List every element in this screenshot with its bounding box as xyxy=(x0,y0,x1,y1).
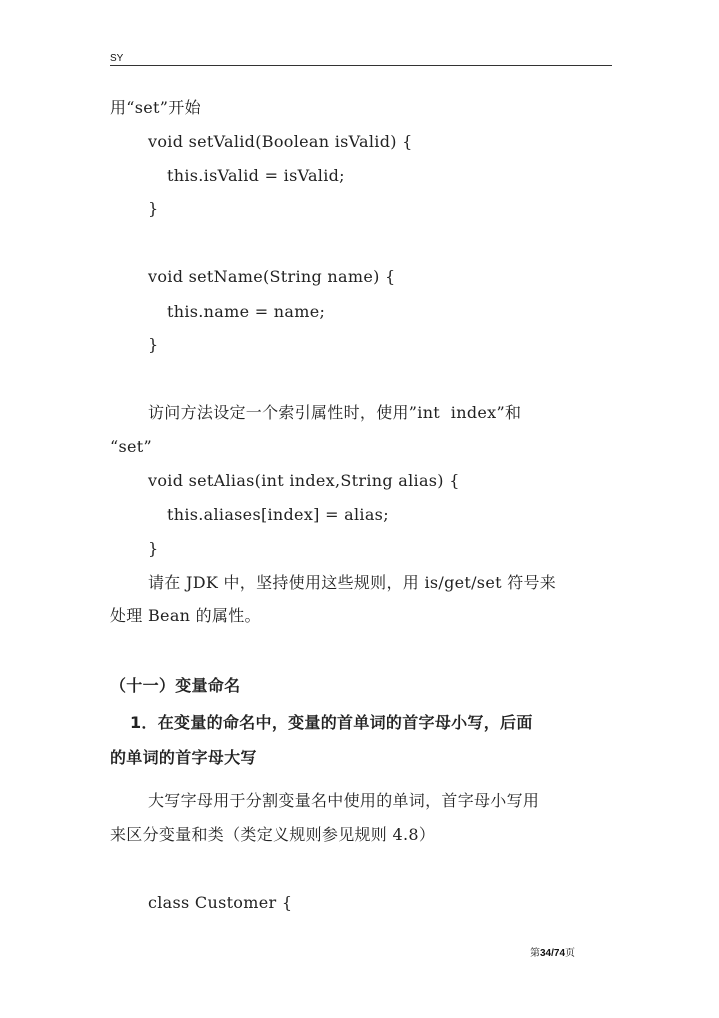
rule-heading: 1．在变量的命名中，变量的首单词的首字母小写，后面 xyxy=(130,713,533,732)
code-line: this.aliases[index] = alias; xyxy=(167,505,389,524)
page-suffix: 页 xyxy=(565,948,576,959)
code-line: void setAlias(int index,String alias) { xyxy=(148,471,460,490)
code-line: this.isValid = isValid; xyxy=(167,166,345,185)
page-prefix: 第 xyxy=(530,948,540,959)
header-divider xyxy=(110,65,612,66)
text-line: 处理 Bean 的属性。 xyxy=(110,606,261,625)
text-line: “set” xyxy=(110,437,152,456)
section-heading: （十一）变量命名 xyxy=(110,676,241,695)
code-line: void setValid(Boolean isValid) { xyxy=(148,132,413,151)
running-header: SY xyxy=(110,53,124,64)
code-line: } xyxy=(148,335,159,354)
text-line: 访问方法设定一个索引属性时，使用”int index”和 xyxy=(148,403,522,422)
code-line: void setName(String name) { xyxy=(148,267,396,286)
text-line: 请在 JDK 中，坚持使用这些规则，用 is/get/set 符号来 xyxy=(148,573,557,592)
code-line: this.name = name; xyxy=(167,302,326,321)
page-number xyxy=(530,944,575,959)
text-line: 大写字母用于分割变量名中使用的单词，首字母小写用 xyxy=(148,791,540,810)
code-line: class Customer { xyxy=(148,893,293,912)
code-line: } xyxy=(148,199,159,218)
page-count: 34/74 xyxy=(540,948,566,959)
rule-heading: 的单词的首字母大写 xyxy=(110,748,257,767)
text-line: 来区分变量和类（类定义规则参见规则 4.8） xyxy=(110,825,436,844)
code-line: } xyxy=(148,539,159,558)
text-line: 用“set”开始 xyxy=(110,98,201,117)
